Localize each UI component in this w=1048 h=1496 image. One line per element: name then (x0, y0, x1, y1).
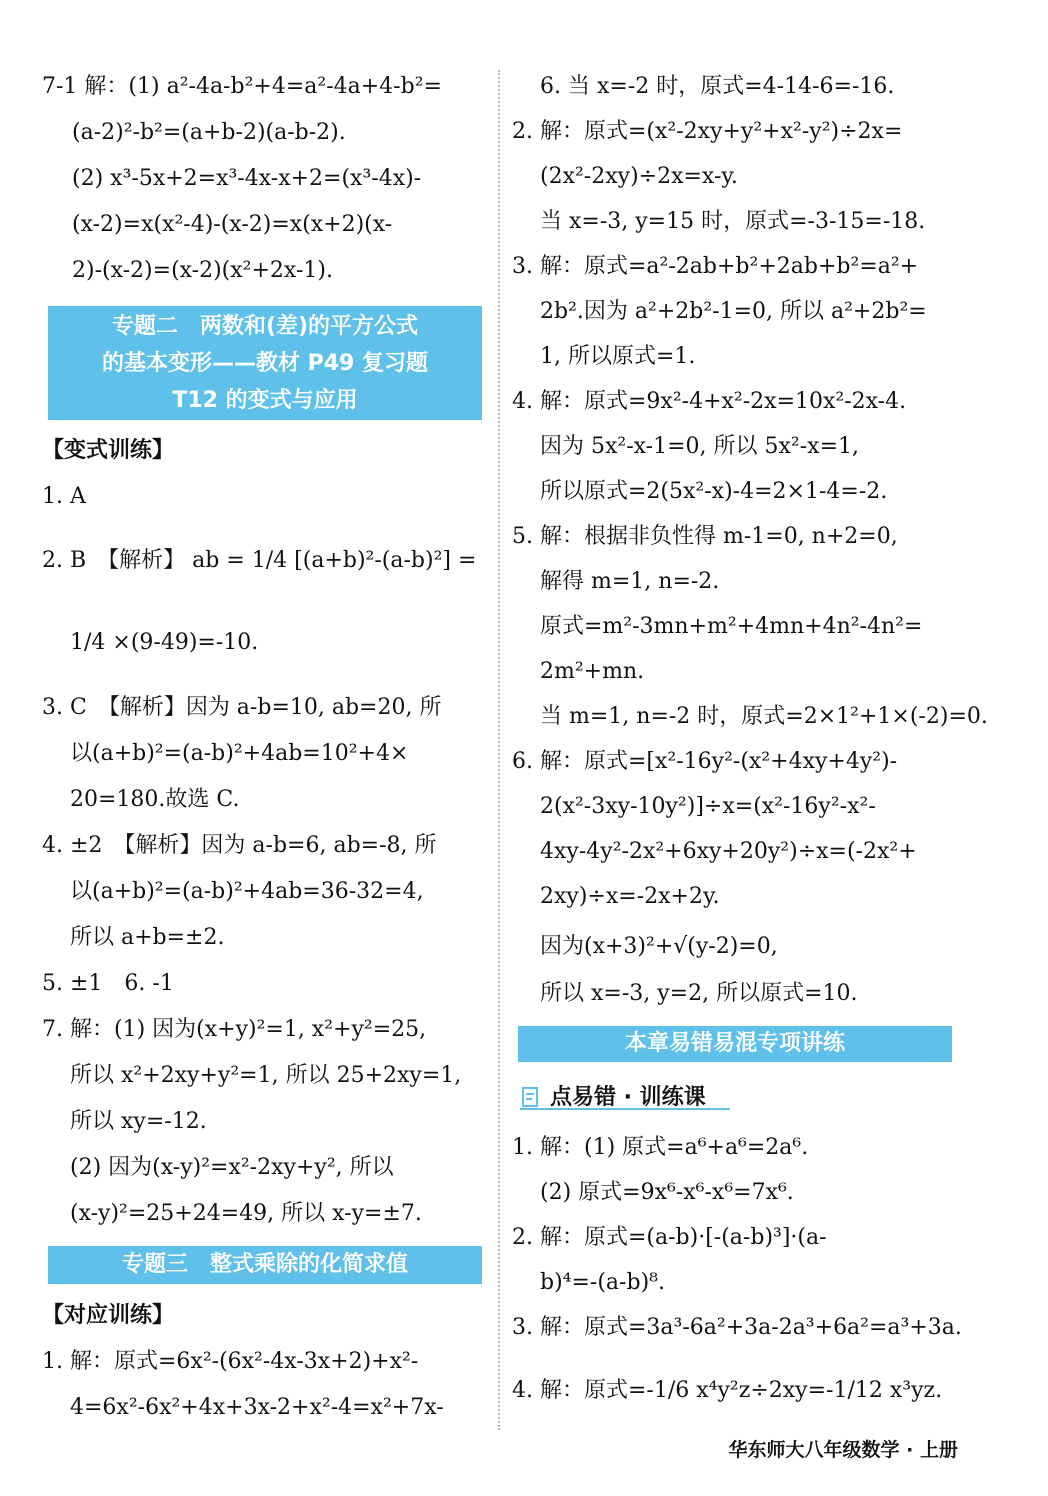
text-line: 4. ±2 【解析】因为 a-b=6, ab=-8, 所 (42, 833, 437, 858)
text-line: 1/4 ×(9-49)=-10. (70, 630, 259, 655)
topic-2-banner (48, 306, 482, 420)
text-line: 7-1 解：(1) a²-4a-b²+4=a²-4a+4-b²= (42, 74, 442, 99)
text-line: 3. C 【解析】因为 a-b=10, ab=20, 所 (42, 695, 442, 720)
text-line: 4=6x²-6x²+4x+3x-2+x²-4=x²+7x- (70, 1395, 444, 1420)
text-line: (2) x³-5x+2=x³-4x-x+2=(x³-4x)- (72, 166, 422, 191)
text-line: (x-2)=x(x²-4)-(x-2)=x(x+2)(x- (72, 212, 393, 237)
text-line: 当 x=-3, y=15 时，原式=-3-15=-18. (540, 209, 926, 234)
text-line: 2(x²-3xy-10y²)]÷x=(x²-16y²-x²- (540, 794, 876, 819)
text-line: 1. 解：(1) 原式=a⁶+a⁶=2a⁶. (512, 1135, 809, 1160)
text-line: 所以 x=-3, y=2, 所以原式=10. (540, 981, 858, 1006)
text-line: 1, 所以原式=1. (540, 344, 696, 369)
text-line: b)⁴=-(a-b)⁸. (540, 1270, 665, 1295)
text-line: 2)-(x-2)=(x-2)(x²+2x-1). (72, 258, 333, 283)
text-line: 以(a+b)²=(a-b)²+4ab=36-32=4, (70, 879, 424, 904)
text-line: 所以原式=2(5x²-x)-4=2×1-4=-2. (540, 479, 888, 504)
topic-2-line-3: T12 的变式与应用 (172, 388, 358, 413)
text-line: 4xy-4y²-2x²+6xy+20y²)÷x=(-2x²+ (540, 839, 917, 864)
text-line: (2x²-2xy)÷2x=x-y. (540, 164, 738, 189)
topic-2-line-1: 专题二 两数和(差)的平方公式 (111, 314, 419, 339)
text-line: 2. 解：原式=(a-b)·[-(a-b)³]·(a- (512, 1225, 827, 1250)
text-line: 5. ±1 6. -1 (42, 971, 174, 996)
error-prone-subheading (520, 1080, 706, 1111)
page-footer: 华东师大八年级数学 · 上册 (728, 1439, 958, 1461)
text-line: 2b².因为 a²+2b²-1=0, 所以 a²+2b²= (540, 299, 927, 324)
text-line: 1. A (42, 484, 86, 509)
topic-3-title: 专题三 整式乘除的化简求值 (121, 1252, 408, 1277)
text-line: 2. B 【解析】 ab = 1/4 [(a+b)²-(a-b)²] = (42, 548, 477, 573)
topic-3-banner (48, 1246, 482, 1284)
subheading-underline (520, 1108, 730, 1110)
chapter-title: 本章易错易混专项讲练 (624, 1031, 845, 1056)
chapter-banner (518, 1026, 952, 1062)
text-line: (a-2)²-b²=(a+b-2)(a-b-2). (72, 120, 346, 145)
text-line: 4. 解：原式=9x²-4+x²-2x=10x²-2x-4. (512, 389, 907, 414)
variant-training-heading: 【变式训练】 (42, 438, 175, 463)
text-line: 所以 a+b=±2. (70, 925, 225, 950)
matching-training-heading: 【对应训练】 (42, 1303, 175, 1328)
text-line: (x-y)²=25+24=49, 所以 x-y=±7. (70, 1201, 422, 1226)
text-line: 3. 解：原式=3a³-6a²+3a-2a³+6a²=a³+3a. (512, 1315, 962, 1340)
text-line: 原式=m²-3mn+m²+4mn+4n²-4n²= (540, 614, 923, 639)
text-line: 以(a+b)²=(a-b)²+4ab=10²+4× (70, 741, 409, 766)
text-line: 因为 5x²-x-1=0, 所以 5x²-x=1, (540, 434, 860, 459)
text-line: 6. 解：原式=[x²-16y²-(x²+4xy+4y²)- (512, 749, 898, 774)
text-line: 2m²+mn. (540, 659, 645, 684)
text-line: 所以 xy=-12. (70, 1109, 207, 1134)
text-line: (2) 因为(x-y)²=x²-2xy+y², 所以 (70, 1155, 394, 1180)
notebook-icon (520, 1086, 542, 1108)
text-line: 20=180.故选 C. (70, 787, 240, 812)
text-line: 6. 当 x=-2 时，原式=4-14-6=-16. (540, 74, 895, 99)
text-line: 因为(x+3)²+√(y-2)=0, (540, 934, 778, 959)
text-line: 4. 解：原式=-1/6 x⁴y²z÷2xy=-1/12 x³yz. (512, 1378, 943, 1403)
text-line: 7. 解：(1) 因为(x+y)²=1, x²+y²=25, (42, 1017, 427, 1042)
text-line: 3. 解：原式=a²-2ab+b²+2ab+b²=a²+ (512, 254, 919, 279)
text-line: 2xy)÷x=-2x+2y. (540, 884, 720, 909)
text-line: 所以 x²+2xy+y²=1, 所以 25+2xy=1, (70, 1063, 462, 1088)
text-line: 1. 解：原式=6x²-(6x²-4x-3x+2)+x²- (42, 1349, 419, 1374)
text-line: 5. 解：根据非负性得 m-1=0, n+2=0, (512, 524, 898, 549)
text-line: 解得 m=1, n=-2. (540, 569, 720, 594)
topic-2-line-2: 的基本变形——教材 P49 复习题 (101, 351, 429, 376)
text-line: 2. 解：原式=(x²-2xy+y²+x²-y²)÷2x= (512, 119, 903, 144)
column-divider (498, 70, 500, 1430)
subheading-text: 点易错 · 训练课 (550, 1085, 706, 1110)
text-line: (2) 原式=9x⁶-x⁶-x⁶=7x⁶. (540, 1180, 794, 1205)
text-line: 当 m=1, n=-2 时，原式=2×1²+1×(-2)=0. (540, 704, 988, 729)
